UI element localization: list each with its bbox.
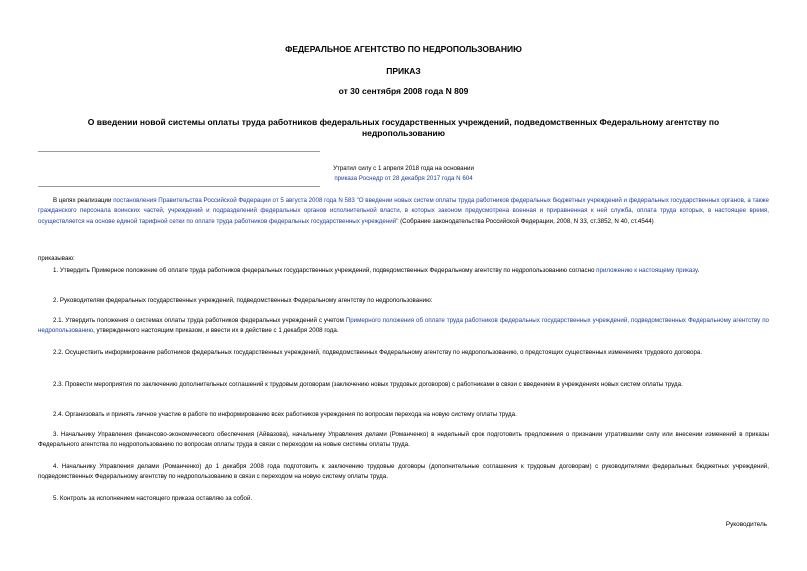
signer-title: Руководитель [725,521,767,528]
agency-name: ФЕДЕРАЛЬНОЕ АГЕНТСТВО ПО НЕДРОПОЛЬЗОВАНИЮ [285,44,522,54]
item-2-3 [38,380,769,390]
item-1-text: 1. Утвердить Примерное положение об оплате труда работников федеральных государственных учреждений, подведомственных Федеральному агентству по недропользованию согласно [53,267,597,274]
item-2-3-text: 2.3. Провести мероприятия по заключению дополнительных соглашений к трудовым договорам (заключению новых трудовых договоров) с работниками в связи с введением в учреждениях новых систем оплаты труда. [53,381,683,388]
divider-bottom [38,186,320,187]
status-note: Утратил силу с 1 апреля 2018 года на основании [333,165,474,172]
item-2-2 [38,348,769,358]
item-4-text: 4. Начальнику Управления делами (Романченко) до 1 декабря 2008 года подготовить к заключению трудовые договоры (дополнительные соглашения к трудовым договорам) с руководителями федеральных бюджетных учреждений, подведомственных Федеральному агентству по недропользованию в связи с переходом на новую систему оплаты труда. [38,463,769,481]
repeal-order-link[interactable]: приказа Роснедр от 28 декабря 2017 года N 604 [334,175,473,182]
model-regulation-link[interactable]: Примерного положения об оплате труда работников федеральных государственных учреждений, подведомственных Федеральному агентству по недропользованию [38,317,769,335]
divider-top [38,151,320,152]
document-type: ПРИКАЗ [386,66,421,76]
item-1 [38,266,769,276]
item-3 [38,430,769,451]
intro-text-after: (Собрание законодательства Российской Федерации, 2008, N 33, ст.3852, N 40, ст.4544) [398,217,654,225]
intro-paragraph [38,196,769,227]
item-2-2-text: 2.2. Осуществить информирование работников федеральных государственных учреждений, подведомственных Федеральному агентству по недропользованию, о предстоящих существенных изменениях трудового договора. [53,349,703,356]
government-decree-link[interactable]: постановления Правительства Российской Федерации от 5 августа 2008 года N 583 "О введении новых систем оплаты труда работников федеральных бюджетных учреждений и федеральных государственных органов, а также гражданского персонала воинских частей, учреждений и подразделений федеральных органов исполнительной власти, в которых законом предусмотрена военная и приравненная к ней служба, оплата труда которых, в настоящее время, осуществляется на основе единой тарифной сетки по оплате труда работников федеральных государственных учреждений" [38,197,769,225]
item-2-text: 2. Руководителям федеральных государственных учреждений, подведомственных Федеральному агентству по недропользованию: [53,297,433,304]
intro-text: В целях реализации [53,197,114,204]
document-title: О введении новой системы оплаты труда работников федеральных государственных учреждений, подведомственных Федеральному агентству по недропользованию [87,117,720,138]
item-5-text: 5. Контроль за исполнением настоящего приказа оставляю за собой. [53,495,253,502]
document-date-number: от 30 сентября 2008 года N 809 [338,86,469,96]
status-note-link-row [0,173,807,184]
item-2-1 [38,316,769,337]
order-word: приказываю: [38,255,75,262]
item-2-4 [38,410,769,420]
item-3-text: 3. Начальнику Управления финансово-экономического обеспечения (Айвазова), начальнику Управления делами (Романченко) в недельный срок подготовить предложения о признании утратившими силу или внесении изменений в приказы Федерального агентства по недропользованию по вопросам оплаты труда в связи с переходом на новые системы оплаты труда. [38,431,769,449]
item-2-1-text: 2.1. Утвердить положения о системах оплаты труда работников федеральных учреждений с учетом [53,317,346,324]
item-4 [38,462,769,483]
item-2 [38,296,769,306]
item-5 [38,494,769,504]
item-1-end: . [697,267,700,274]
appendix-link[interactable]: приложению к настоящему приказу [596,267,698,274]
item-2-4-text: 2.4. Организовать и принять личное участие в работе по информированию всех работников учреждения по вопросам перехода на новую систему оплаты труда. [53,411,517,418]
item-2-1-end: , утвержденного настоящим приказом, и ввести их в действие с 1 декабря 2008 года. [93,327,339,335]
